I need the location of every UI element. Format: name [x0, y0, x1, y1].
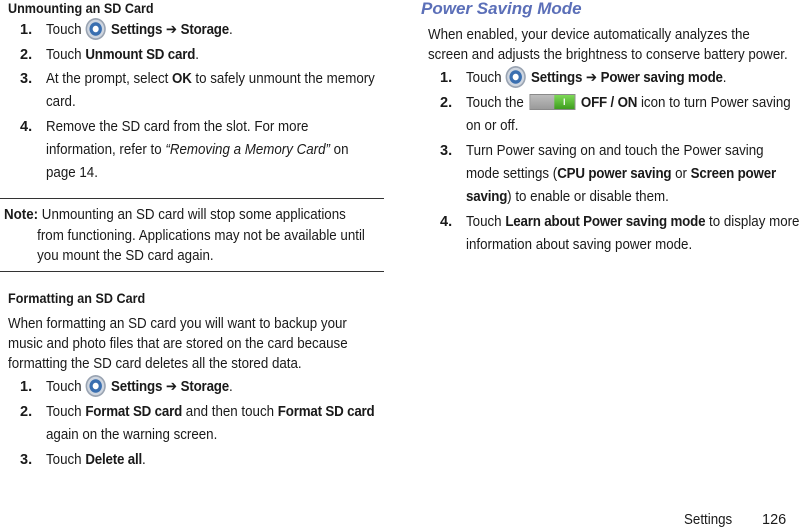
- step-number: 2.: [20, 404, 33, 420]
- format-sd-card-label: Format SD card: [85, 404, 183, 420]
- arrow-icon: ➔: [165, 22, 177, 38]
- screen-power-saving-label: Screen power: [690, 166, 776, 182]
- power-saving-mode-label: Power saving mode: [600, 70, 723, 86]
- note-block: Note: Unmounting an SD card will stop some applications from functioning. Applications may not be available until you mount the SD card again.: [4, 207, 365, 264]
- step-number: 1.: [20, 379, 33, 395]
- storage-label: Storage: [180, 22, 230, 38]
- format-sd-card-confirm-label: Format SD card: [277, 404, 375, 420]
- note-top-rule: [0, 198, 384, 199]
- delete-all-label: Delete all: [85, 452, 143, 468]
- page-number: 126: [762, 512, 787, 528]
- step-number: 3.: [440, 143, 453, 159]
- cross-reference[interactable]: “Removing a Memory Card”: [165, 142, 330, 158]
- settings-label: Settings: [531, 70, 583, 86]
- settings-gear-icon[interactable]: [85, 18, 105, 40]
- arrow-icon: ➔: [585, 70, 597, 86]
- note-bottom-rule: [0, 271, 384, 272]
- screen-power-saving-label-cont: saving: [466, 189, 508, 205]
- unmount-sd-card-label: Unmount SD card: [85, 47, 196, 63]
- step-number: 3.: [20, 71, 33, 87]
- settings-gear-icon[interactable]: [85, 375, 105, 397]
- off-on-label: OFF / ON: [580, 95, 638, 111]
- step-number: 1.: [440, 70, 453, 86]
- power-saving-intro: When enabled, your device automatically analyzes the screen and adjusts the brightness to conserve battery power.: [428, 27, 788, 63]
- cpu-power-saving-label: CPU power saving: [557, 166, 672, 182]
- step-number: 2.: [20, 47, 33, 63]
- step-number: 4.: [20, 119, 33, 135]
- ok-label: OK: [172, 71, 192, 87]
- storage-label: Storage: [180, 379, 230, 395]
- arrow-icon: ➔: [165, 379, 177, 395]
- settings-label: Settings: [111, 379, 163, 395]
- section-title: Power Saving Mode: [421, 0, 582, 18]
- format-intro: When formatting an SD card you will want to backup your music and photo files that are stored on the card because formatting the SD card deletes all the stored data.: [8, 316, 348, 372]
- unmount-heading: Unmounting an SD Card: [8, 0, 154, 16]
- manual-page: Unmounting an SD Card 1. Touch Settings ➔ Storage. 2. Touch Unmount SD card. 3. At the prompt, select OK to safely unmount the memory card. 4. Remove the SD card from the slot. For more information, refer to “Removing a Memory Card” on page 14. Note: Unmounting an SD card will stop some applications from functioning. Applications may not be available until you mount the SD card again. Formatting an SD Card When formatting an SD card you will want to backup your music and photo files that are stored on the card because formatting the SD card deletes all the stored data. 1. Touch Settings ➔ Storage. 2. Touch Format SD card and then touch Format SD card again on the warning screen. 3. Touch Delete all. Power Saving Mode When enabled, your device automatically analyzes the screen and adjusts the brightness to conserve battery power. 1. Touch Settings ➔ Power saving mode. 2. Touch the I OFF / ON icon to turn Power saving on or off. 3. Turn Power saving on and touch the Power saving mode settings (CPU power saving or Screen power saving) to enable or disable them. 4. Touch Learn about Power saving mode to display more information about saving power mode. Settings 126: [0, 0, 803, 529]
- settings-label: Settings: [111, 22, 163, 38]
- step-number: 4.: [440, 214, 453, 230]
- learn-about-power-saving-label: Learn about Power saving mode: [505, 214, 706, 230]
- toggle-knob: I: [554, 95, 574, 109]
- note-label: Note:: [4, 207, 39, 223]
- settings-gear-icon[interactable]: [505, 66, 525, 88]
- footer-section-label: Settings: [684, 512, 733, 528]
- step-number: 1.: [20, 22, 33, 38]
- step-number: 3.: [20, 452, 33, 468]
- toggle-switch-icon[interactable]: [529, 94, 575, 110]
- step-number: 2.: [440, 95, 453, 111]
- format-heading: Formatting an SD Card: [8, 290, 146, 306]
